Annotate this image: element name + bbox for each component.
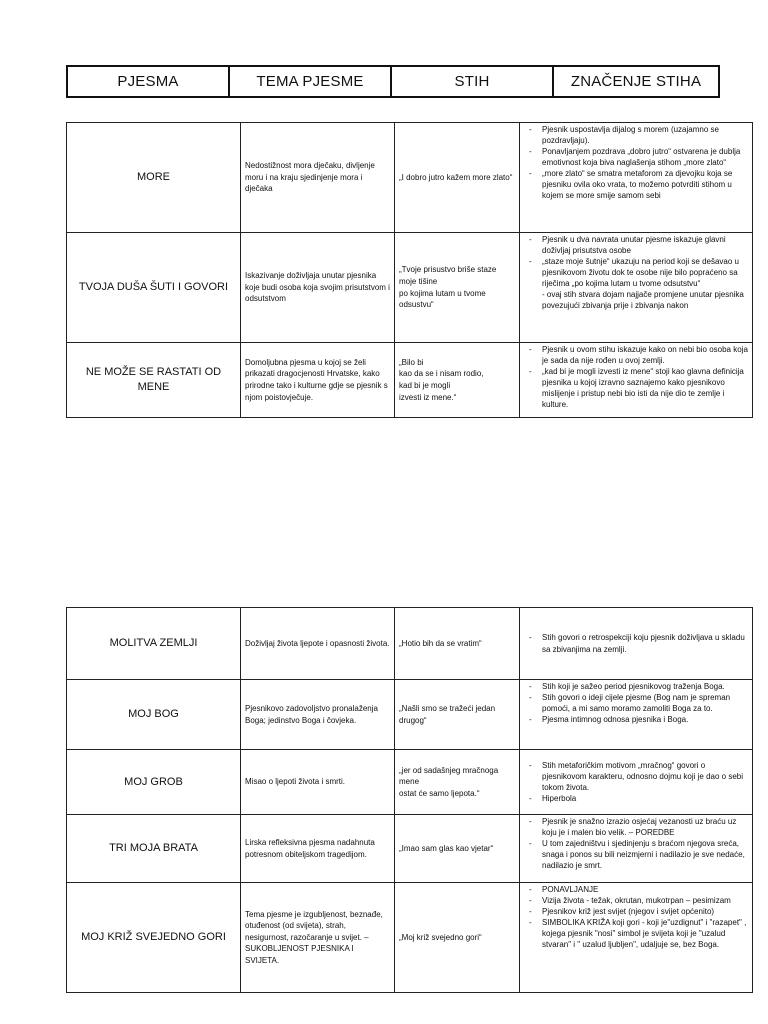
meaning-item: - „staze moje šutnje“ ukazuju na period koji se dešavao u pjesnikovom životu dok te osobe nije bilo popraćeno sa riječima „po kojima lutam u tvome odsutstvu“ [542,256,750,289]
meaning-item: - Pjesnikov križ jest svijet (njegov i svijet općenito) [542,906,750,917]
verse-meaning [520,608,753,680]
header-pjesma: PJESMA [67,66,229,97]
verse-meaning [520,883,753,993]
verse-meaning [520,815,753,883]
poem-verse: „Moj križ svejedno gori“ [395,883,520,993]
table-row [67,608,753,680]
meaning-list [520,632,750,654]
poem-title: NE MOŽE SE RASTATI OD MENE [67,343,241,418]
poem-verse: „I dobro jutro kažem more zlato“ [395,123,520,233]
poem-theme: Nedostižnost mora dječaku, divljenje moru i na kraju sjedinjenje mora i dječaka [241,123,395,233]
meaning-list [520,884,750,950]
meaning-item: - Stih govori o ideji cijele pjesme (Bog nam je spreman pomoći, a mi samo moramo zamoliti Boga za to. [542,692,750,714]
poem-title: MOLITVA ZEMLJI [67,608,241,680]
poem-theme: Domoljubna pjesma u kojoj se želi prikazati dragocjenosti Hrvatske, kako prirodne tako i kulturne gdje se pjesnik s njom poistovječuje. [241,343,395,418]
meaning-item: - SIMBOLIKA KRIŽA koji gori - koji je"uzdignut" i "razapet" , kojega pjesnik "nosi" simbol je svijeta koji je "uzalud stvaran" i " uzalud ljubljen", udaljuje se, bez Boga. [542,917,750,950]
meaning-list [520,234,750,311]
table-row [67,233,753,343]
table-row [67,750,753,815]
meaning-list [520,344,750,410]
header-znacenje-stiha: ZNAČENJE STIHA [553,66,719,97]
meaning-list [520,681,750,725]
poem-verse: „jer od sadašnjeg mračnoga mene ostat će samo ljepota.“ [395,750,520,815]
table-row [67,883,753,993]
meaning-item: - Ponavljanjem pozdrava „dobro jutro“ ostvarena je dublja emotivnost koja biva naglašenja stihom „more zlato“ [542,146,750,168]
poem-title: MOJ KRIŽ SVEJEDNO GORI [67,883,241,993]
meaning-item: - Stih govori o retrospekciji koju pjesnik doživljava u skladu sa zbivanjima na zemlji. [542,632,750,654]
meaning-item: - Pjesnik uspostavlja dijalog s morem (uzajamno se pozdravljaju). [542,124,750,146]
poem-verse: „Bilo bi kao da se i nisam rodio, kad bi je mogli izvesti iz mene.“ [395,343,520,418]
poem-theme: Misao o ljepoti života i smrti. [241,750,395,815]
meaning-item: - U tom zajedništvu i sjedinjenju s braćom njegova sreća, snaga i ponos su bili neizmjerni i nadilazio je sve nedaće, nadilazio je smrt. [542,838,750,871]
meaning-item: - Vizija života - težak, okrutan, mukotrpan – pesimizam [542,895,750,906]
meaning-list [520,124,750,201]
poem-theme: Tema pjesme je izgubljenost, beznađe, otuđenost (od svijeta), strah, nesigurnost, razočaranje u svijet. – SUKOBLJENOST PJESNIKA I SVIJETA. [241,883,395,993]
table-row [67,123,753,233]
poem-verse: „Hotio bih da se vratim“ [395,608,520,680]
verse-meaning [520,123,753,233]
verse-meaning [520,750,753,815]
table-row [67,815,753,883]
poem-title: MOJ BOG [67,680,241,750]
poem-theme: Doživljaj života ljepote i opasnosti života. [241,608,395,680]
meaning-item: - „more zlato“ se smatra metaforom za djevojku koja se pjesniku ovila oko vrata, to možemo potvrditi stihom u kojem se more smije samom sebi [542,168,750,201]
meaning-item: - „kad bi je mogli izvesti iz mene“ stoji kao glavna definicija pjesnika u kojoj izravno saznajemo kako pjesnikovo mislijenje i pristup nebi bio isti da nije dio te zemlje i kulture. [542,366,750,410]
meaning-item: - Stih koji je sažeo period pjesnikovog traženja Boga. [542,681,750,692]
poem-title: MOJ GROB [67,750,241,815]
poem-title: TRI MOJA BRATA [67,815,241,883]
poem-title: TVOJA DUŠA ŠUTI I GOVORI [67,233,241,343]
poem-theme: Pjesnikovo zadovoljstvo pronalaženja Boga; jedinstvo Boga i čovjeka. [241,680,395,750]
meaning-item: - PONAVLJANJE [542,884,750,895]
poem-verse: „Imao sam glas kao vjetar“ [395,815,520,883]
verse-meaning [520,680,753,750]
poems-table-2 [66,607,753,993]
meaning-item: - Pjesma intimnog odnosa pjesnika i Boga. [542,714,750,725]
meaning-list [520,816,750,871]
table-row [67,680,753,750]
meaning-item: - Hiperbola [542,793,750,804]
poem-verse: „Našli smo se tražeći jedan drugog“ [395,680,520,750]
poem-theme: Lirska refleksivna pjesma nadahnuta potresnom obiteljskom tragedijom. [241,815,395,883]
verse-meaning [520,233,753,343]
verse-meaning [520,343,753,418]
header-tema-pjesme: TEMA PJESME [229,66,391,97]
poem-title: MORE [67,123,241,233]
header-table [66,65,720,98]
poems-table-1 [66,122,753,418]
meaning-item: - ovaj stih stvara dojam najjače promjene unutar pjesnika povezujući zbivanja prije i zbivanja nakon [542,290,744,311]
table-row [67,343,753,418]
meaning-list [520,760,750,804]
meaning-item: - Pjesnik u ovom stihu iskazuje kako on nebi bio osoba koja je sada da nije rođen u ovoj zemlji. [542,344,750,366]
meaning-item: - Pjesnik je snažno izrazio osjećaj vezanosti uz braću uz koju je i malen bio velik. – POREDBE [542,816,750,838]
meaning-item: - Stih metaforičkim motivom „mračnog“ govori o pjesnikovom karakteru, odnosno dojmu koji je dao o sebi tokom života. [542,760,750,793]
poem-verse: „Tvoje prisustvo briše staze moje tišine po kojima lutam u tvome odsustvu“ [395,233,520,343]
poem-theme: Iskazivanje doživljaja unutar pjesnika koje budi osoba koja svojim prisutstvom i odsutstvom [241,233,395,343]
header-stih: STIH [391,66,553,97]
meaning-item: - Pjesnik u dva navrata unutar pjesme iskazuje glavni doživljaj prisutstva osobe [542,234,750,256]
header-row [67,66,719,97]
